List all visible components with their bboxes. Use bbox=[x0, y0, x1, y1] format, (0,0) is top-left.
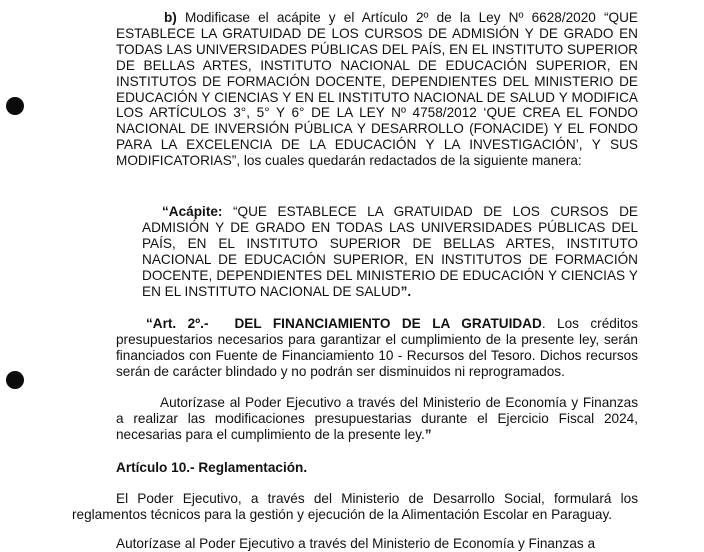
article-2-title: DEL FINANCIAMIENTO DE LA GRATUIDAD bbox=[234, 316, 542, 331]
acapite-text: “QUE ESTABLECE LA GRATUIDAD DE LOS CURSOS DE ADMISIÓN Y DE GRADO EN TODAS LAS UNIVERSIDADES PÚBLICAS DEL PAÍS, EN EL INSTITUTO SUPERIOR DE BELLAS ARTES, INSTITUTO NACIONAL DE EDUCACIÓN SUPERIOR, EN INSTITUTOS DE FORMACIÓN DOCENTE, DEPENDIENTES DEL MINISTERIO DE EDUCACIÓN Y CIENCIAS Y EN EL INSTITUTO NACIONAL DE SALUD bbox=[142, 204, 638, 299]
paragraph-b-text: Modificase el acápite y el Artículo 2º de la Ley Nº 6628/2020 “QUE ESTABLECE LA GRATUIDAD DE LOS CURSOS DE ADMISIÓN Y DE GRADO EN TODAS LAS UNIVERSIDADES PÚBLICAS DEL PAÍS, EN EL INSTITUTO SUPERIOR DE BELLAS ARTES, INSTITUTO NACIONAL DE EDUCACIÓN SUPERIOR, EN INSTITUTOS DE FORMACIÓN DOCENTE, DEPENDIENTES DEL MINISTERIO DE EDUCACIÓN Y CIENCIAS Y EN EL INSTITUTO NACIONAL DE SALUD Y MODIFICA LOS ARTÍCULOS 3°, 5° Y 6° DE LA LEY Nº 4758/2012 ‘QUE CREA EL FONDO NACIONAL DE INVERSIÓN PÚBLICA Y DESARROLLO (FONACIDE) Y EL FONDO PARA LA EXCELENCIA DE LA EDUCACIÓN Y LA INVESTIGACIÓN’, Y SUS MODIFICATORIAS”, los cuales quedarán redactados de la siguiente manera: bbox=[116, 10, 638, 169]
paragraph-authorization bbox=[116, 395, 638, 443]
binder-hole-middle bbox=[6, 371, 24, 389]
paragraph-b-modification bbox=[116, 10, 638, 169]
paragraph-article-2 bbox=[116, 316, 638, 380]
binder-hole-top bbox=[6, 97, 24, 115]
acapite-label: “Acápite: bbox=[162, 204, 223, 219]
acapite-close-quote: ”. bbox=[400, 283, 412, 299]
paragraph-cutoff bbox=[116, 536, 638, 552]
cutoff-text: Autorízase al Poder Ejecutivo a través del Ministerio de Economía y Finanzas a bbox=[116, 536, 596, 551]
item-label-b: b) bbox=[164, 10, 177, 25]
paragraph-regulation bbox=[72, 491, 638, 523]
authorization-text: Autorízase al Poder Ejecutivo a través del Ministerio de Economía y Finanzas a realizar las modificaciones presupuestarias durante el Ejercicio Fiscal 2024, necesarias para el cumplimiento de la presente ley. bbox=[116, 395, 638, 442]
article-10-title: Artículo 10.- Reglamentación. bbox=[116, 460, 308, 475]
article-2-label: “Art. 2º.- bbox=[146, 316, 209, 331]
article-2-text: . Los créditos presupuestarios necesarios para garantizar el cumplimiento de la presente ley, serán financiados con Fuente de Financiamiento 10 - Recursos del Tesoro. Dichos recursos serán de carácter blindado y no podrán ser disminuidos ni reprogramados. bbox=[116, 316, 638, 379]
article-10-heading bbox=[116, 460, 638, 476]
paragraph-acapite bbox=[142, 204, 638, 299]
regulation-text: El Poder Ejecutivo, a través del Ministerio de Desarrollo Social, formulará los reglamentos técnicos para la gestión y ejecución de la Alimentación Escolar en Paraguay. bbox=[72, 491, 638, 522]
authorization-close-quote: ” bbox=[424, 426, 432, 442]
